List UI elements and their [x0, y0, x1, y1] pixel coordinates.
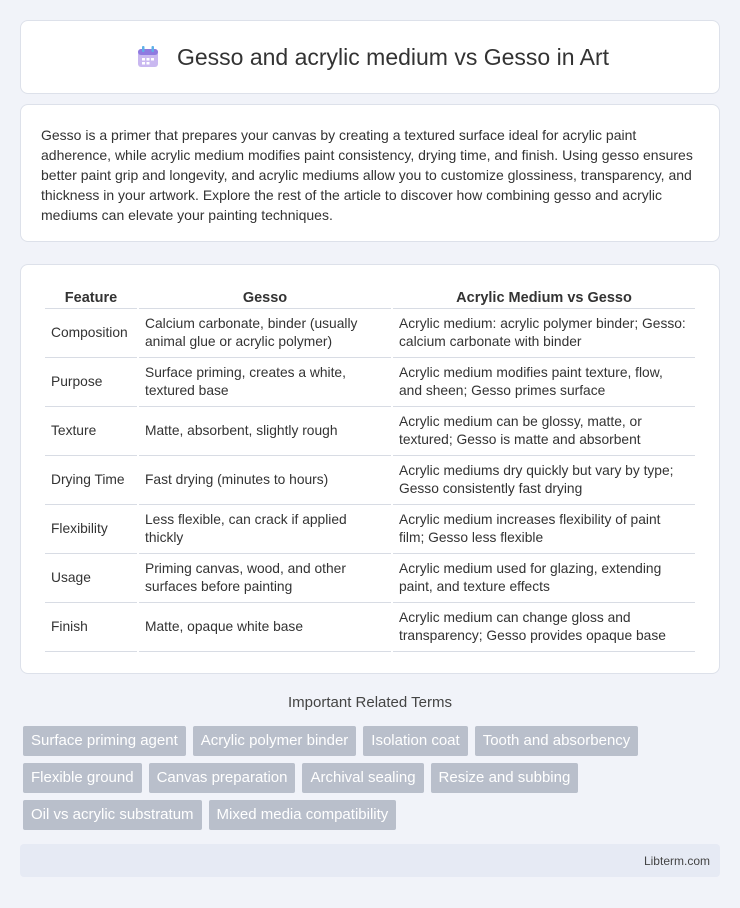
calendar-icon — [131, 40, 165, 74]
page-title: Gesso and acrylic medium vs Gesso in Art — [176, 43, 610, 70]
intro-card — [20, 104, 720, 242]
table-row — [45, 603, 695, 652]
comparison-table-card — [20, 264, 720, 674]
table-cell-comparison: Acrylic medium modifies paint texture, flow, and sheen; Gesso primes surface — [393, 358, 695, 407]
table-cell-feature: Drying Time — [45, 456, 137, 505]
table-row — [45, 505, 695, 554]
table-cell-feature: Composition — [45, 309, 137, 358]
table-cell-feature: Finish — [45, 603, 137, 652]
tag-surface-priming-agent[interactable]: Surface priming agent — [23, 726, 186, 756]
header-gesso: Gesso — [139, 285, 391, 309]
comparison-table — [43, 285, 697, 652]
tag-row — [23, 763, 723, 793]
header-feature: Feature — [45, 285, 137, 309]
intro-paragraph: Gesso is a primer that prepares your canvas by creating a textured surface ideal for acrylic paint adherence, while acrylic medium modifies paint consistency, drying time, and finish. Using gesso ensures better paint grip and longevity, and acrylic mediums allow you to customize glossiness, transparency, and thickness in your artwork. Explore the rest of the article to discover how combining gesso and acrylic mediums can elevate your painting techniques. — [41, 127, 693, 223]
table-cell-comparison: Acrylic medium increases flexibility of paint film; Gesso less flexible — [393, 505, 695, 554]
tag-mixed-media-compatibility[interactable]: Mixed media compatibility — [209, 800, 397, 830]
footer — [20, 844, 720, 877]
table-cell-comparison: Acrylic mediums dry quickly but vary by type; Gesso consistently fast drying — [393, 456, 695, 505]
table-cell-gesso: Matte, opaque white base — [139, 603, 391, 652]
table-cell-gesso: Calcium carbonate, binder (usually animal glue or acrylic polymer) — [139, 309, 391, 358]
table-row — [45, 456, 695, 505]
related-terms-tags — [23, 726, 723, 837]
table-cell-gesso: Less flexible, can crack if applied thickly — [139, 505, 391, 554]
footer-site-link[interactable]: Libterm.com — [643, 853, 710, 868]
table-cell-comparison: Acrylic medium can change gloss and transparency; Gesso provides opaque base — [393, 603, 695, 652]
table-row — [45, 407, 695, 456]
tag-oil-vs-acrylic-substratum[interactable]: Oil vs acrylic substratum — [23, 800, 202, 830]
table-cell-gesso: Priming canvas, wood, and other surfaces before painting — [139, 554, 391, 603]
table-cell-comparison: Acrylic medium used for glazing, extending paint, and texture effects — [393, 554, 695, 603]
table-cell-gesso: Matte, absorbent, slightly rough — [139, 407, 391, 456]
header-acrylic-vs-gesso: Acrylic Medium vs Gesso — [393, 285, 695, 309]
tag-archival-sealing[interactable]: Archival sealing — [302, 763, 423, 793]
tag-flexible-ground[interactable]: Flexible ground — [23, 763, 142, 793]
tag-resize-and-subbing[interactable]: Resize and subbing — [431, 763, 579, 793]
table-cell-gesso: Fast drying (minutes to hours) — [139, 456, 391, 505]
table-row — [45, 554, 695, 603]
table-cell-gesso: Surface priming, creates a white, textured base — [139, 358, 391, 407]
tag-isolation-coat[interactable]: Isolation coat — [363, 726, 467, 756]
table-cell-feature: Flexibility — [45, 505, 137, 554]
table-header-row — [45, 285, 695, 309]
header-card — [20, 20, 720, 94]
table-cell-feature: Purpose — [45, 358, 137, 407]
table-cell-feature: Texture — [45, 407, 137, 456]
table-row — [45, 309, 695, 358]
tag-canvas-preparation[interactable]: Canvas preparation — [149, 763, 296, 793]
tag-row — [23, 800, 723, 830]
tag-tooth-and-absorbency[interactable]: Tooth and absorbency — [475, 726, 639, 756]
table-cell-feature: Usage — [45, 554, 137, 603]
table-cell-comparison: Acrylic medium: acrylic polymer binder; Gesso: calcium carbonate with binder — [393, 309, 695, 358]
tag-acrylic-polymer-binder[interactable]: Acrylic polymer binder — [193, 726, 357, 756]
title-wrap — [131, 40, 609, 74]
tag-row — [23, 726, 723, 756]
table-row — [45, 358, 695, 407]
table-cell-comparison: Acrylic medium can be glossy, matte, or textured; Gesso is matte and absorbent — [393, 407, 695, 456]
related-terms-title: Important Related Terms — [288, 694, 452, 711]
